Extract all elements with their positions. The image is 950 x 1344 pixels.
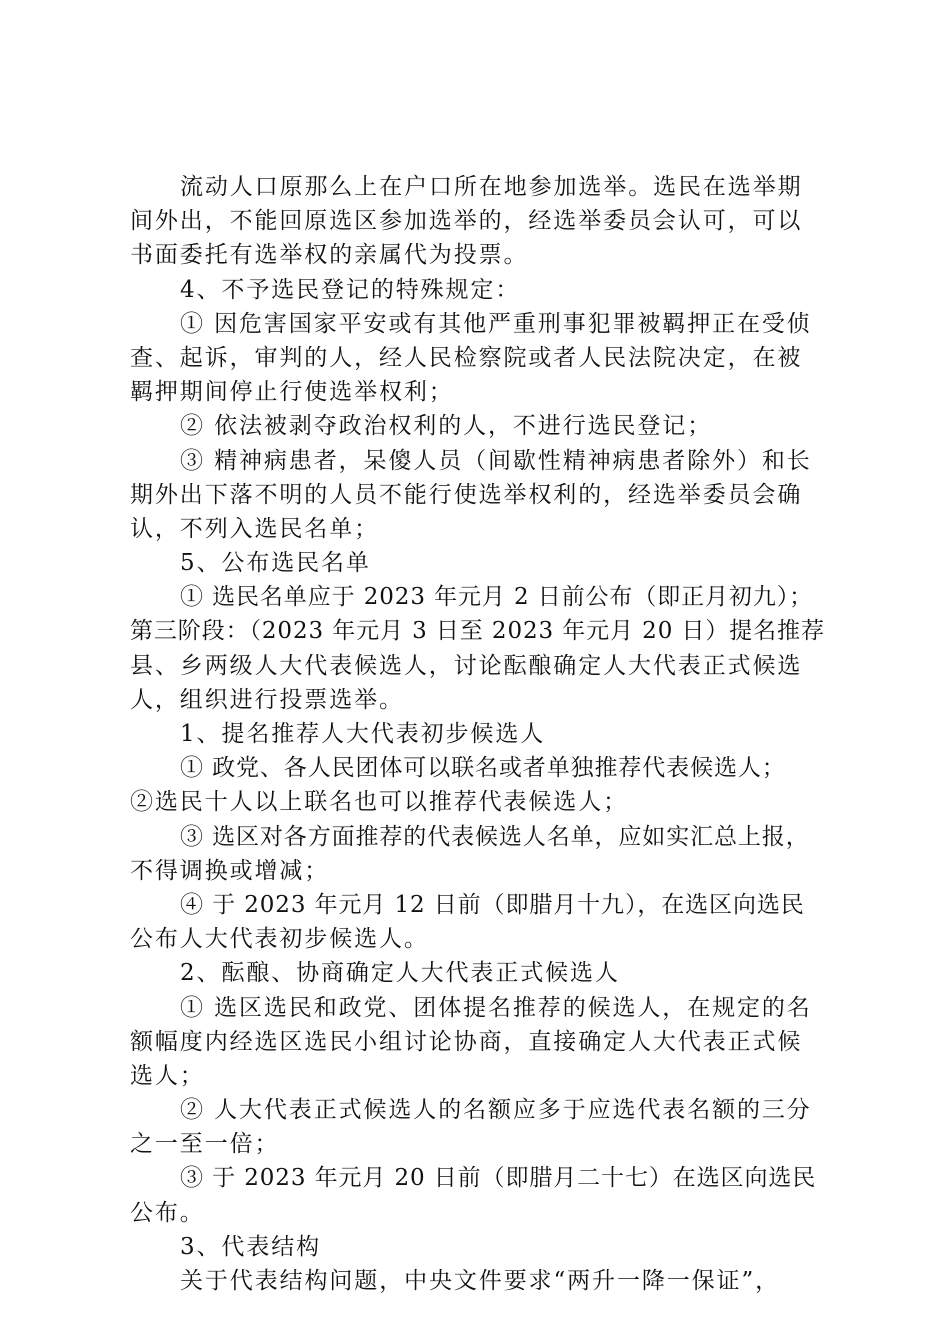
paragraph-line: 选人； — [130, 1062, 205, 1089]
section-heading: 2、酝酿、协商确定人大代表正式候选人 — [180, 960, 620, 987]
section-heading: 4、不予选民登记的特殊规定： — [180, 276, 521, 303]
paragraph-line: 认，不列入选民名单； — [130, 515, 379, 542]
paragraph-line: 不得调换或增减； — [130, 857, 330, 884]
paragraph-line: ① 政党、各人民团体可以联名或者单独推荐代表候选人； — [180, 755, 786, 782]
paragraph-line: 第三阶段：（2023 年元月 3 日至 2023 年元月 20 日）提名推荐 — [130, 618, 825, 645]
paragraph-line: ② 依法被剥夺政治权利的人，不进行选民登记； — [180, 413, 713, 440]
section-heading: 3、代表结构 — [180, 1233, 322, 1260]
paragraph-line: 额幅度内经选区选民小组讨论协商，直接确定人大代表正式候 — [130, 1028, 803, 1055]
paragraph-line: ③ 于 2023 年元月 20 日前（即腊月二十七）在选区向选民 — [180, 1165, 817, 1192]
paragraph-line: 县、乡两级人大代表候选人，讨论酝酿确定人大代表正式候选 — [130, 652, 803, 679]
paragraph-line: 关于代表结构问题，中央文件要求“两升一降一保证”， — [180, 1268, 781, 1294]
paragraph-line: ② 人大代表正式候选人的名额应多于应选代表名额的三分 — [180, 1097, 812, 1124]
paragraph-line: 期外出下落不明的人员不能行使选举权利的，经选举委员会确 — [130, 481, 803, 508]
paragraph-line: ③ 精神病患者，呆傻人员（间歇性精神病患者除外）和长 — [180, 447, 812, 474]
body-text — [130, 170, 830, 1298]
paragraph-line: 羁押期间停止行使选举权利； — [130, 379, 454, 406]
paragraph-line: 公布人大代表初步候选人。 — [130, 926, 429, 953]
paragraph-line: ① 选区选民和政党、团体提名推荐的候选人，在规定的名 — [180, 994, 812, 1021]
paragraph-line: 人，组织进行投票选举。 — [130, 686, 404, 713]
paragraph-line: ②选民十人以上联名也可以推荐代表候选人； — [130, 789, 628, 816]
paragraph-line: ① 因危害国家平安或有其他严重刑事犯罪被羁押正在受侦 — [180, 310, 812, 337]
section-heading: 5、公布选民名单 — [180, 550, 371, 577]
paragraph-line: ③ 选区对各方面推荐的代表候选人名单，应如实汇总上报， — [180, 823, 810, 850]
paragraph-line: 书面委托有选举权的亲属代为投票。 — [130, 242, 529, 269]
paragraph-line: 流动人口原那么上在户口所在地参加选举。选民在选举期 — [180, 174, 803, 200]
paragraph-line: 公布。 — [130, 1199, 205, 1226]
paragraph-line: 间外出，不能回原选区参加选举的，经选举委员会认可，可以 — [130, 208, 803, 235]
section-heading: 1、提名推荐人大代表初步候选人 — [180, 721, 546, 747]
paragraph-line: ④ 于 2023 年元月 12 日前（即腊月十九），在选区向选民 — [180, 891, 805, 918]
paragraph-line: 查、起诉，审判的人，经人民检察院或者人民法院决定，在被 — [130, 344, 803, 371]
paragraph-line: 之一至一倍； — [130, 1131, 280, 1158]
paragraph-line: ① 选民名单应于 2023 年元月 2 日前公布（即正月初九）； — [180, 584, 814, 611]
